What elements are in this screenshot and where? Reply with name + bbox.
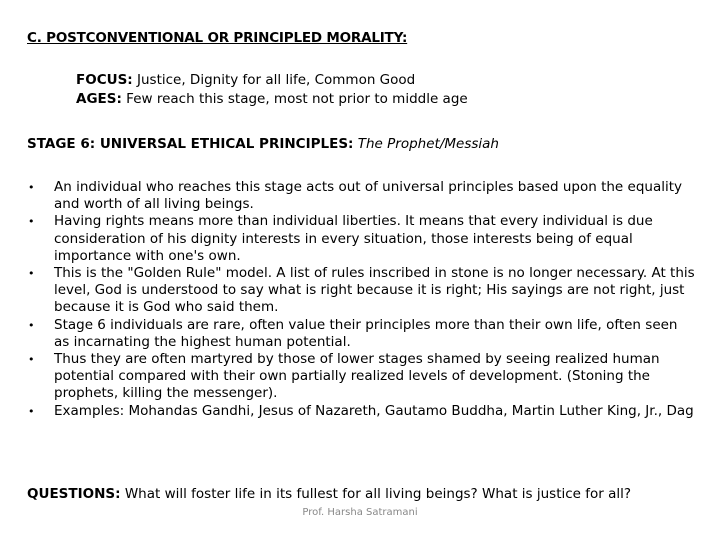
bullet-text: An individual who reaches this stage acts out of universal principles based upon the equality and worth of all living beings. [54,179,683,213]
bullet-icon: • [28,181,35,194]
focus-text: Justice, Dignity for all life, Common Good [137,72,416,88]
section-heading: C. POSTCONVENTIONAL OR PRINCIPLED MORALITY: [27,30,408,46]
bullet-icon: • [28,215,35,229]
list-item [28,179,696,213]
bullet-text: Having rights means more than individual liberties. It means that every individual is due consideration of his dignity interests in every situation, those interests being of equal importance with one's own. [54,213,653,264]
stage-heading [27,136,499,152]
questions-label: QUESTIONS: [27,486,121,502]
focus-block [76,71,468,109]
focus-label: FOCUS: [76,72,133,88]
questions-text: What will foster life in its fullest for all living beings? What is justice for all? [124,486,632,502]
footer-author: Prof. Harsha Satramani [302,507,418,518]
list-item [28,317,696,351]
ages-text: Few reach this stage, most not prior to middle age [126,91,468,107]
bullet-icon: • [28,353,35,367]
list-item [28,213,696,265]
focus-row [76,71,468,90]
list-item [28,265,696,317]
list-item [28,403,696,420]
list-item [28,351,696,403]
bullet-icon: • [28,404,35,418]
bullet-text: Stage 6 individuals are rare, often value their principles more than their own life, often seen as incarnating the highest human potential. [54,316,678,350]
stage-subtitle: The Prophet/Messiah [357,136,499,152]
bullet-icon: • [28,318,35,332]
stage-title: STAGE 6: UNIVERSAL ETHICAL PRINCIPLES: [27,136,354,152]
bullet-icon: • [28,267,35,281]
bullet-text: This is the "Golden Rule" model. A list of rules inscribed in stone is no longer necessary. At this level, God is understood to say what is right because it is right; His sayings are not right, just because it is God who said them. [54,265,695,316]
bullet-list [28,179,696,420]
ages-row [76,90,468,109]
ages-label: AGES: [76,91,122,107]
bullet-text: Thus they are often martyred by those of lower stages shamed by seeing realized human potential compared with their own partially realized levels of development. (Stoning the prophets, killing the messenger). [54,351,660,402]
bullet-text: Examples: Mohandas Gandhi, Jesus of Nazareth, Gautamo Buddha, Martin Luther King, Jr., Dag [54,402,694,419]
questions [27,486,631,502]
